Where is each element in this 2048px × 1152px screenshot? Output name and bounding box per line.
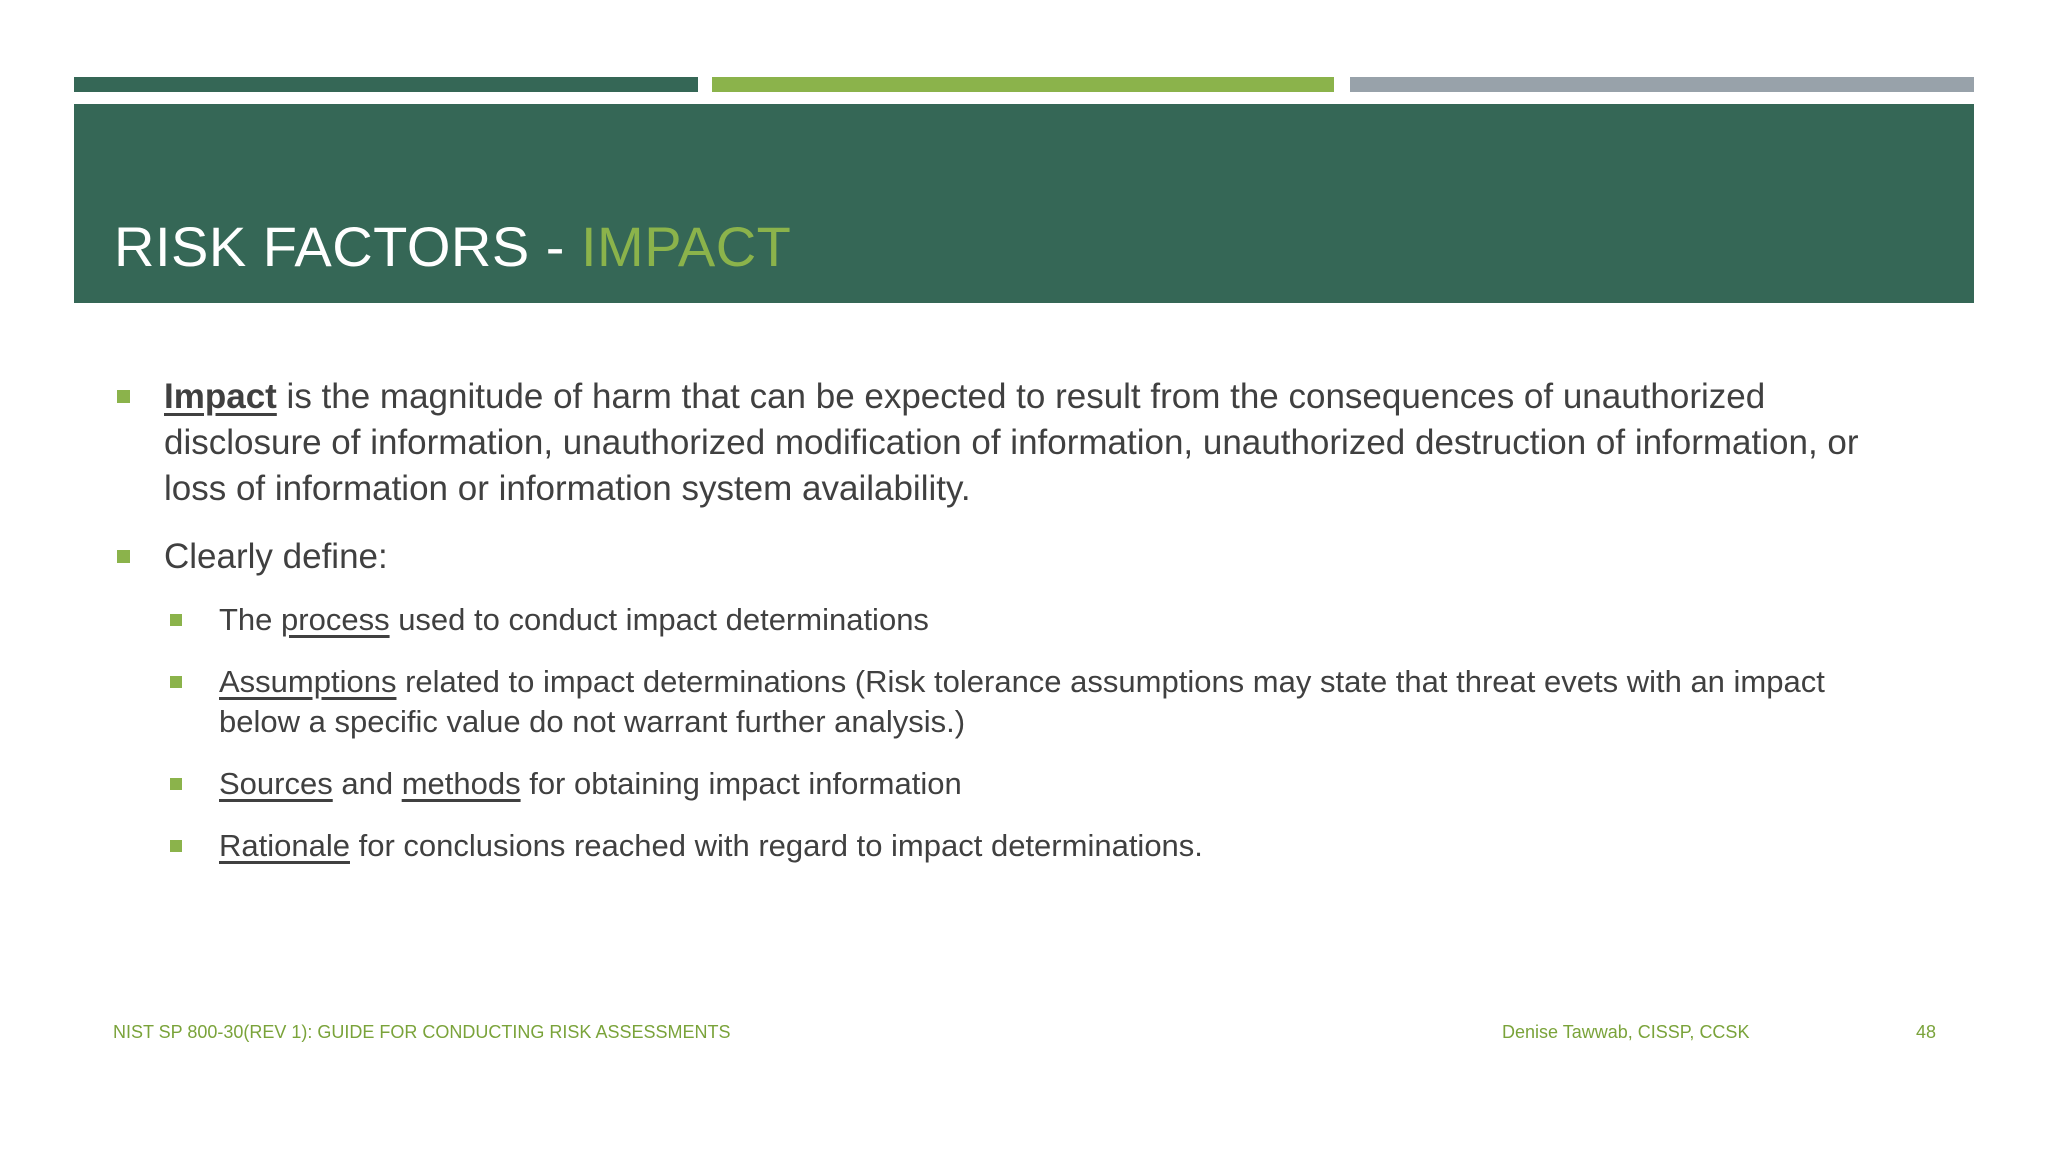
- sources-term: Sources: [219, 766, 333, 801]
- bullet-impact: [113, 374, 1913, 512]
- impact-definition: is the magnitude of harm that can be expected to result from the consequences of unauthorized disclosure of information, unauthorized modification of information, unauthorized destruction of information, or loss of information or information system availability.: [164, 377, 1859, 508]
- rationale-term: Rationale: [219, 828, 350, 863]
- accent-bar-dark-green: [74, 77, 698, 92]
- slide-title-accent: IMPACT: [580, 215, 792, 278]
- sub-bullet-square-icon: [170, 676, 182, 688]
- process-post: used to conduct impact determinations: [389, 602, 929, 637]
- rationale-post: for conclusions reached with regard to impact determinations.: [349, 828, 1203, 863]
- sub-bullet-square-icon: [170, 614, 182, 626]
- footer-page-number: 48: [1916, 1022, 1937, 1042]
- sub-bullet-process: [113, 600, 1913, 640]
- assumptions-term: Assumptions: [219, 664, 397, 699]
- slide-body: [113, 374, 1913, 866]
- sources-mid: and: [332, 766, 402, 801]
- methods-term: methods: [401, 766, 521, 801]
- sub-bullet-square-icon: [170, 840, 182, 852]
- sources-post: for obtaining impact information: [520, 766, 962, 801]
- sub-bullet-rationale: [113, 826, 1913, 866]
- slide-title-main: RISK FACTORS -: [114, 215, 581, 278]
- sub-bullet-square-icon: [170, 778, 182, 790]
- impact-term: Impact: [164, 377, 277, 416]
- bullet-clearly-define: [113, 534, 1913, 580]
- bullet-square-icon: [117, 550, 130, 563]
- process-pre: The: [219, 602, 282, 637]
- bullet-square-icon: [117, 390, 130, 403]
- slide-title: [114, 214, 791, 279]
- footer-document-title: NIST SP 800-30(REV 1): GUIDE FOR CONDUCTING RISK ASSESSMENTS: [113, 1022, 731, 1042]
- assumptions-post: related to impact determinations (Risk tolerance assumptions may state that threat evets with an impact below a specific value do not warrant further analysis.): [219, 664, 1825, 739]
- sub-bullet-sources: [113, 764, 1913, 804]
- process-term: process: [281, 602, 390, 637]
- accent-bar-light-green: [712, 77, 1334, 92]
- title-band: [74, 104, 1974, 303]
- clearly-define-text: Clearly define:: [164, 537, 388, 576]
- sub-bullet-assumptions: [113, 662, 1913, 742]
- footer-author: Denise Tawwab, CISSP, CCSK: [1502, 1022, 1750, 1042]
- accent-bar-gray: [1350, 77, 1974, 92]
